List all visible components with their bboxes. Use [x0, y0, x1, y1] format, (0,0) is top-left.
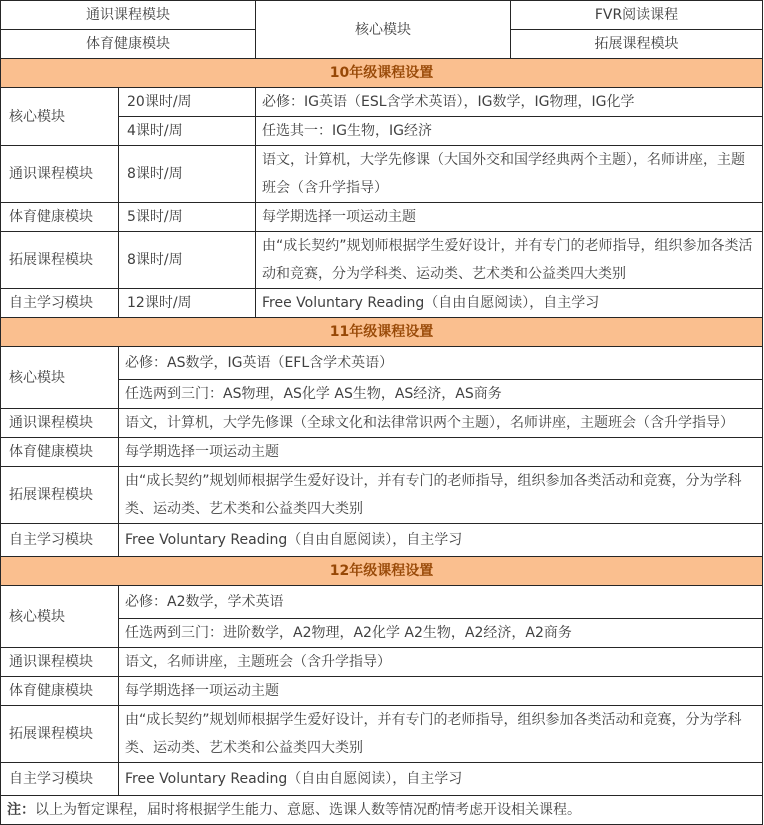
module-cell: 自主学习模块	[1, 289, 119, 318]
table-row	[1, 524, 763, 557]
desc-cell: 任选两到三门：AS物理，AS化学 AS生物，AS经济，AS商务	[119, 380, 763, 409]
legend-sports-module: 体育健康模块	[1, 30, 256, 59]
table-row	[1, 467, 763, 524]
table-row	[1, 409, 763, 438]
section-banner-grade10	[1, 59, 763, 88]
legend-expansion-module: 拓展课程模块	[511, 30, 763, 59]
hours-cell: 20课时/周	[119, 88, 256, 117]
module-cell: 体育健康模块	[1, 438, 119, 467]
desc-cell: Free Voluntary Reading（自由自愿阅读），自主学习	[119, 524, 763, 557]
section-title: 12年级课程设置	[1, 557, 763, 586]
desc-cell: Free Voluntary Reading（自由自愿阅读），自主学习	[256, 289, 763, 318]
footnote-text: 以上为暂定课程，届时将根据学生能力、意愿、选课人数等情况酌情考虑开设相关课程。	[35, 802, 581, 818]
desc-cell: 语文，计算机，大学先修课（大国外交和国学经典两个主题），名师讲座，主题班会（含升学指导）	[256, 146, 763, 203]
desc-cell: 语文，计算机，大学先修课（全球文化和法律常识两个主题），名师讲座，主题班会（含升学指导）	[119, 409, 763, 438]
desc-cell: 每学期选择一项运动主题	[119, 677, 763, 706]
table-row	[1, 677, 763, 706]
module-cell: 拓展课程模块	[1, 232, 119, 289]
module-cell: 体育健康模块	[1, 677, 119, 706]
hours-cell: 5课时/周	[119, 203, 256, 232]
table-row	[1, 146, 763, 203]
desc-cell: 由“成长契约”规划师根据学生爱好设计，并有专门的老师指导，组织参加各类活动和竞赛，分为学科类、运动类、艺术类和公益类四大类别	[256, 232, 763, 289]
footnote-prefix: 注：	[7, 802, 35, 818]
desc-cell: 语文，名师讲座，主题班会（含升学指导）	[119, 648, 763, 677]
desc-cell: 必修：IG英语（ESL含学术英语），IG数学，IG物理，IG化学	[256, 88, 763, 117]
table-row	[1, 648, 763, 677]
footnote	[1, 796, 763, 825]
legend-general-module: 通识课程模块	[1, 1, 256, 30]
desc-cell: 每学期选择一项运动主题	[119, 438, 763, 467]
legend-fvr-course: FVR阅读课程	[511, 1, 763, 30]
table-row	[1, 438, 763, 467]
section-banner-grade12	[1, 557, 763, 586]
hours-cell: 8课时/周	[119, 146, 256, 203]
table-row	[1, 88, 763, 117]
module-cell: 核心模块	[1, 88, 119, 146]
footnote-row	[1, 796, 763, 825]
desc-cell: 每学期选择一项运动主题	[256, 203, 763, 232]
section-banner-grade11	[1, 318, 763, 347]
table-row	[1, 706, 763, 763]
desc-cell: 由“成长契约”规划师根据学生爱好设计，并有专门的老师指导，组织参加各类活动和竞赛，分为学科类、运动类、艺术类和公益类四大类别	[119, 467, 763, 524]
desc-cell: 必修：A2数学，学术英语	[119, 586, 763, 619]
desc-cell: 任选两到三门：进阶数学，A2物理，A2化学 A2生物，A2经济，A2商务	[119, 619, 763, 648]
module-cell: 核心模块	[1, 586, 119, 648]
section-title: 10年级课程设置	[1, 59, 763, 88]
table-row	[1, 763, 763, 796]
desc-cell: Free Voluntary Reading（自由自愿阅读），自主学习	[119, 763, 763, 796]
module-cell: 通识课程模块	[1, 648, 119, 677]
module-cell: 自主学习模块	[1, 524, 119, 557]
desc-cell: 由“成长契约”规划师根据学生爱好设计，并有专门的老师指导，组织参加各类活动和竞赛，分为学科类、运动类、艺术类和公益类四大类别	[119, 706, 763, 763]
hours-cell: 4课时/周	[119, 117, 256, 146]
module-cell: 通识课程模块	[1, 409, 119, 438]
module-cell: 体育健康模块	[1, 203, 119, 232]
hours-cell: 8课时/周	[119, 232, 256, 289]
module-cell: 拓展课程模块	[1, 706, 119, 763]
module-cell: 通识课程模块	[1, 146, 119, 203]
legend-core-module: 核心模块	[256, 1, 511, 59]
table-row	[1, 347, 763, 380]
table-row	[1, 289, 763, 318]
table-row	[1, 232, 763, 289]
module-cell: 拓展课程模块	[1, 467, 119, 524]
module-cell: 核心模块	[1, 347, 119, 409]
desc-cell: 任选其一：IG生物，IG经济	[256, 117, 763, 146]
module-cell: 自主学习模块	[1, 763, 119, 796]
section-title: 11年级课程设置	[1, 318, 763, 347]
table-row	[1, 586, 763, 619]
table-row	[1, 203, 763, 232]
legend-row-1	[1, 1, 763, 30]
hours-cell: 12课时/周	[119, 289, 256, 318]
desc-cell: 必修：AS数学，IG英语（EFL含学术英语）	[119, 347, 763, 380]
